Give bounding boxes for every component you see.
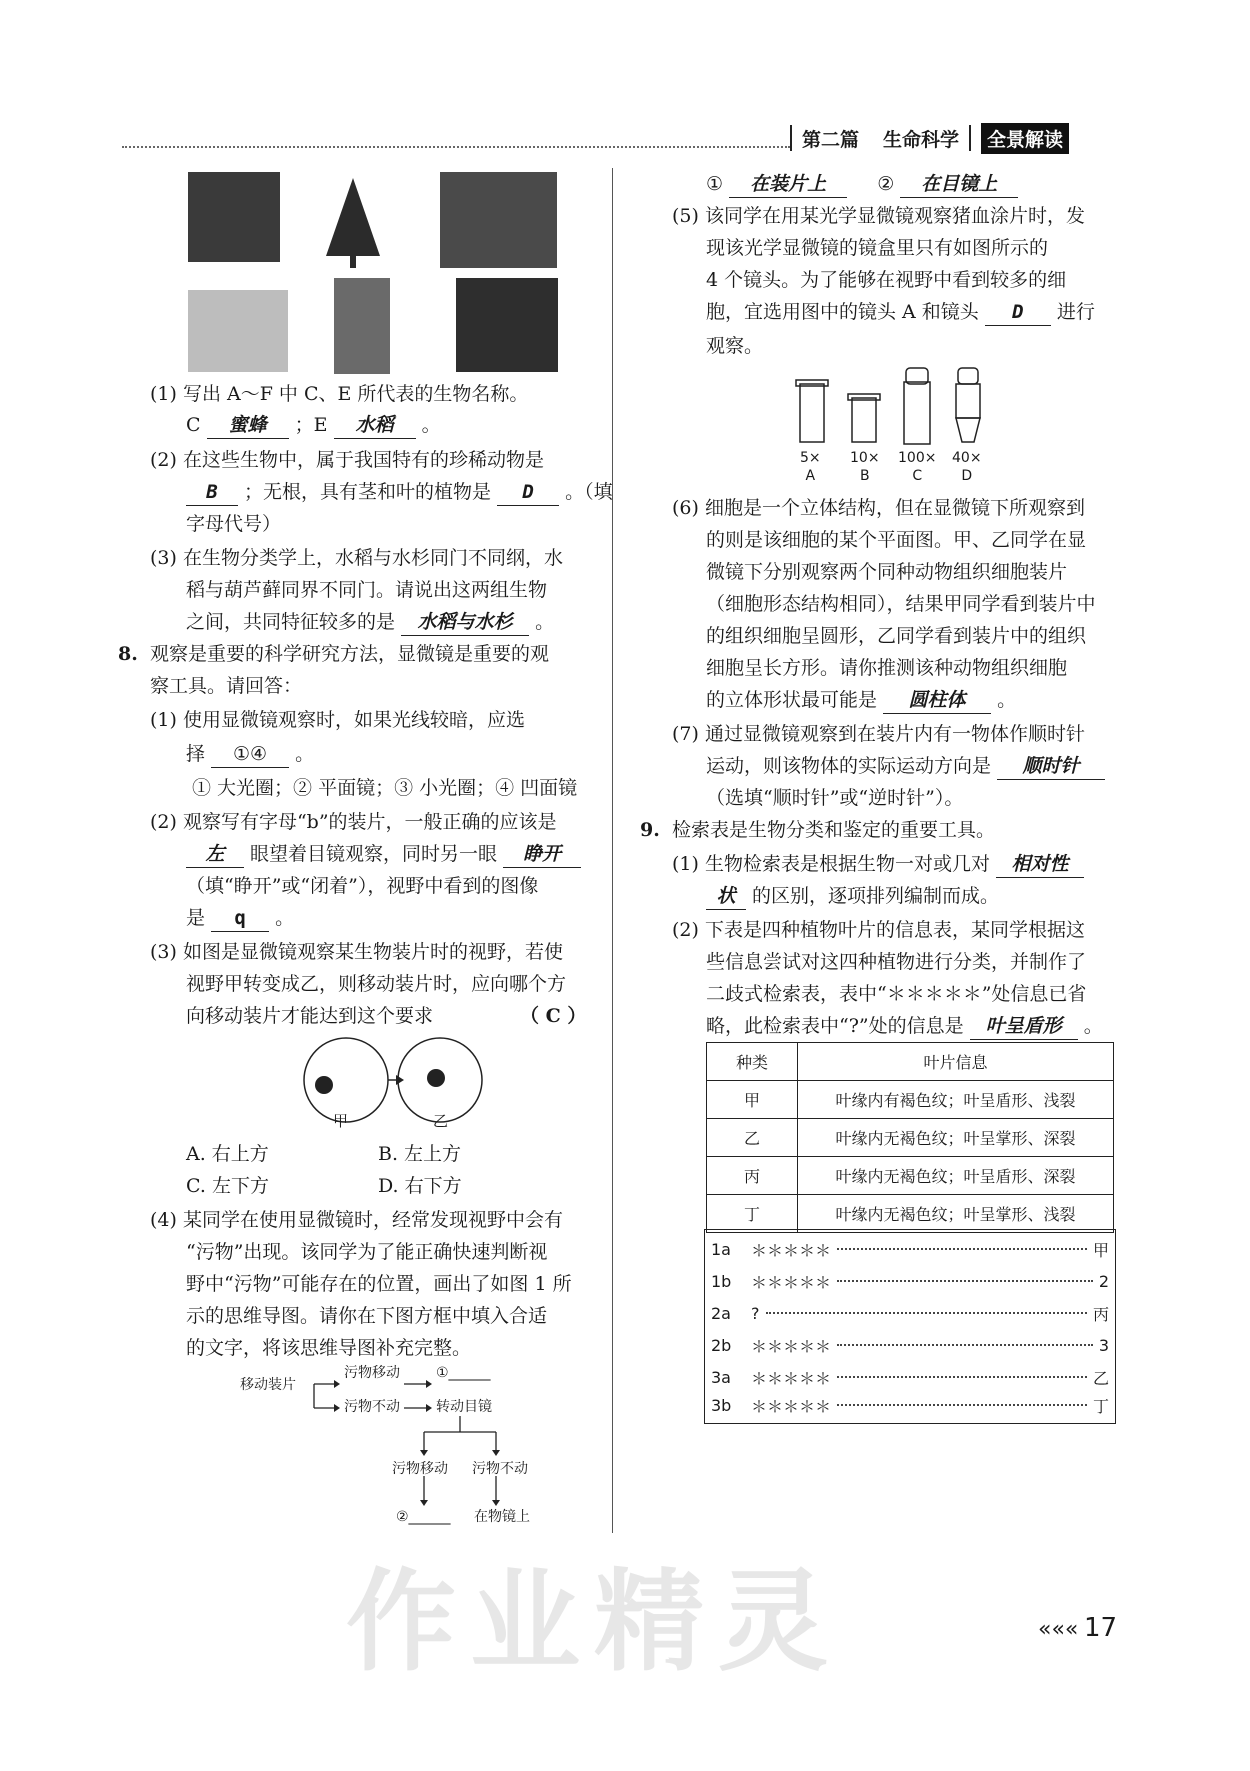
q8-part5-text: 胞，宜选用图中的镜头 A 和镜头	[706, 301, 979, 323]
q8-part4-line5: 的文字，将该思维导图补充完整。	[186, 1337, 472, 1359]
q7-answer-group: 水稻与水杉	[401, 610, 529, 636]
q9-part2-line4	[706, 1014, 1103, 1040]
q7-answer-e: 水稻	[334, 413, 416, 439]
key-leader	[837, 1344, 1093, 1346]
key-row	[711, 1330, 1109, 1360]
table-row	[707, 1157, 1114, 1195]
q7-part2-text: ；无根，具有茎和叶的植物是	[244, 481, 492, 503]
q8-part4-line2: “污物”出现。该同学为了能正确快速判断视	[186, 1241, 548, 1263]
lens-a-label: A	[805, 467, 816, 484]
q7-part2-line3: 字母代号）	[186, 513, 282, 535]
mind-root: 移动装片	[240, 1377, 296, 1393]
q8-answer-image: q	[211, 906, 269, 932]
key-text: ＊＊＊＊＊	[751, 1368, 832, 1388]
table-header-leaf: 叶片信息	[798, 1043, 1114, 1081]
q7-part2-fill: 。（填	[565, 481, 613, 503]
q8-part5-line3: 4 个镜头。为了能够在视野中看到较多的细	[706, 269, 1067, 291]
q8-part1-prefix: 择	[186, 743, 206, 765]
key-text: ?	[751, 1303, 760, 1323]
q9-part2-line1: (2) 下表是四种植物叶片的信息表，某同学根据这	[672, 919, 1085, 941]
answer-marker-2: ②	[877, 173, 895, 195]
table-row	[707, 1195, 1114, 1233]
q8-answer-eye: 左	[186, 842, 244, 868]
q8-part2-text: 眼望着目镜观察，同时另一眼	[250, 843, 498, 865]
q8-answer-direction: （ C ）	[520, 1005, 587, 1027]
q8-part5-line1: (5) 该同学在用某光学显微镜观察猪血涂片时，发	[672, 205, 1085, 227]
q8-part7-line1: (7) 通过显微镜观察到在装片内有一物体作顺时针	[672, 723, 1085, 745]
q7-part3-text: 之间，共同特征较多的是	[186, 611, 396, 633]
q7-e-label: ；E	[294, 414, 328, 436]
q8-part1-period: 。	[295, 743, 315, 765]
q7-part3-line3	[186, 610, 554, 636]
key-row	[711, 1298, 1109, 1328]
fir-tree-image	[322, 176, 384, 272]
q8-answer-light: ①④	[211, 742, 289, 768]
key-text: ＊＊＊＊＊	[751, 1272, 832, 1292]
q8-stem-line2: 察工具。请回答：	[150, 675, 303, 697]
q9-answer-trait-a: 相对性	[996, 852, 1084, 878]
bee-icon-image	[188, 172, 280, 262]
rice-image	[440, 172, 557, 268]
q7-period: 。	[421, 414, 441, 436]
q7-part3-line2: 稻与葫芦藓同界不同门。请说出这两组生物	[186, 579, 548, 601]
key-result: 丙	[1092, 1304, 1109, 1324]
q8-answer-rotation: 顺时针	[997, 754, 1105, 780]
table-cell: 丙	[707, 1157, 798, 1195]
table-cell: 乙	[707, 1119, 798, 1157]
header-dotted-rule	[122, 146, 790, 148]
q7-part2-line2	[186, 480, 613, 506]
q8-part6-line6: 细胞呈长方形。请你推测该种动物组织细胞	[706, 657, 1068, 679]
q9-stem: 检索表是生物分类和鉴定的重要工具。	[672, 819, 996, 841]
q8-option-d: D. 右下方	[378, 1175, 462, 1197]
lens-b-mag: 10×	[850, 450, 880, 466]
q8-part4-line1: (4) 某同学在使用显微镜时，经常发现视野中会有	[150, 1209, 563, 1231]
key-code: 3b	[711, 1395, 732, 1415]
fig-label-jia: 甲	[333, 1112, 349, 1130]
microscope-view-figure	[298, 1030, 488, 1138]
amoeba-image	[188, 290, 288, 372]
header-tag: 全景解读	[981, 123, 1069, 154]
q8-part5-line5: 观察。	[706, 335, 764, 357]
mind-still: 污物不动	[344, 1399, 400, 1415]
table-cell: 叶缘内无褐色纹；叶呈掌形、深裂	[798, 1119, 1114, 1157]
key-result: 丁	[1092, 1396, 1109, 1416]
table-cell: 甲	[707, 1081, 798, 1119]
key-code: 3a	[711, 1367, 731, 1387]
mind-move: 污物移动	[344, 1365, 400, 1381]
q7-c-label: C	[186, 414, 201, 436]
key-row	[711, 1362, 1109, 1392]
q9-part2-line2: 些信息尝试对这四种植物进行分类，并制作了	[706, 951, 1087, 973]
q9-part2-period: 。	[1083, 1015, 1103, 1037]
key-row	[711, 1266, 1109, 1296]
table-cell: 叶缘内无褐色纹；叶呈掌形、浅裂	[798, 1195, 1114, 1233]
q8-option-b: B. 左上方	[378, 1143, 462, 1165]
q8-part3-line2: 视野甲转变成乙，则移动装片时，应向哪个方	[186, 973, 567, 995]
q8-part2-line4	[186, 906, 294, 932]
key-leader	[837, 1248, 1087, 1250]
q8-part2-line1: (2) 观察写有字母“b”的装片，一般正确的应该是	[150, 811, 557, 833]
q7-part1: (1) 写出 A～F 中 C、E 所代表的生物名称。	[150, 383, 529, 405]
lens-a	[800, 450, 821, 485]
header-divider	[790, 125, 792, 151]
key-code: 1a	[711, 1239, 731, 1259]
answer-marker-1: ①	[706, 173, 724, 195]
q8-part7-text: 运动，则该物体的实际运动方向是	[706, 755, 992, 777]
fig-label-yi: 乙	[433, 1112, 449, 1130]
key-leader	[837, 1404, 1087, 1406]
q8-part5-tail: 进行	[1056, 301, 1095, 323]
q8-part1-line1: (1) 使用显微镜观察时，如果光线较暗，应选	[150, 709, 525, 731]
q8-part6-line1: (6) 细胞是一个立体结构，但在显微镜下所观察到	[672, 497, 1085, 519]
q8-part5-line4	[706, 300, 1095, 326]
q8-part6-line2: 的则是该细胞的某个平面图。甲、乙同学在显	[706, 529, 1087, 551]
q9-part1-text: (1) 生物检索表是根据生物一对或几对	[672, 853, 990, 875]
dichotomous-key	[704, 1229, 1116, 1424]
mind-blank-1: ①______	[436, 1365, 491, 1381]
mind-move-2: 污物移动	[392, 1461, 448, 1477]
table-cell: 丁	[707, 1195, 798, 1233]
q8-part2-line3: （填“睁开”或“闭着”），视野中看到的图像	[186, 875, 539, 897]
lens-figure	[790, 362, 990, 448]
column-divider	[612, 168, 613, 1533]
q8-part6-line7	[706, 688, 1016, 714]
q8-part6-period: 。	[997, 689, 1017, 711]
page-nav-arrows: «««	[1038, 1617, 1079, 1642]
q9-part1-line2	[706, 884, 999, 910]
q8-part1-line2	[186, 742, 314, 768]
q8-part1-options: ① 大光圈；② 平面镜；③ 小光圈；④ 凹面镜	[192, 777, 578, 799]
q9-part1-line1	[672, 852, 1084, 878]
q7-part2-line1: (2) 在这些生物中，属于我国特有的珍稀动物是	[150, 449, 544, 471]
q7-answer-rare: B	[186, 480, 238, 506]
lens-b-label: B	[859, 467, 870, 484]
key-row	[711, 1234, 1109, 1264]
q8-part2-prefix: 是	[186, 907, 206, 929]
key-code: 2a	[711, 1303, 731, 1323]
table-header-row	[707, 1043, 1114, 1081]
q8-part4-line4: 示的思维导图。请你在下图方框中填入合适	[186, 1305, 548, 1327]
q7-answer-plant: D	[497, 480, 559, 506]
lens-d-mag: 40×	[952, 450, 982, 466]
key-result: 2	[1098, 1271, 1109, 1291]
q9-answer-key: 叶呈盾形	[970, 1014, 1078, 1040]
q8-part4-answers	[706, 172, 1018, 198]
key-result: 乙	[1092, 1368, 1109, 1388]
q9-part1-tail: 的区别，逐项排列编制而成。	[752, 885, 1000, 907]
q9-answer-trait-b: 状	[706, 884, 746, 910]
q8-part3-line1: (3) 如图是显微镜观察某生物装片时的视野，若使	[150, 941, 563, 963]
key-leader	[837, 1280, 1093, 1282]
lens-c	[898, 450, 936, 485]
page-number: 17	[1084, 1613, 1118, 1643]
q9-part2-text: 略，此检索表中“?”处的信息是	[706, 1015, 964, 1037]
key-result: 甲	[1092, 1240, 1109, 1260]
table-row	[707, 1081, 1114, 1119]
q8-answer-lens: D	[985, 300, 1051, 326]
key-text: ＊＊＊＊＊	[751, 1240, 832, 1260]
key-text: ＊＊＊＊＊	[751, 1396, 832, 1416]
q8-option-c: C. 左下方	[186, 1175, 269, 1197]
lens-c-mag: 100×	[898, 450, 937, 466]
lens-d-label: D	[961, 467, 973, 484]
q9-part2-line3: 二歧式检索表，表中“＊＊＊＊＊”处信息已省	[706, 983, 1087, 1005]
lens-d	[952, 450, 982, 485]
page-header	[790, 120, 1069, 156]
table-cell: 叶缘内有褐色纹；叶呈盾形、浅裂	[798, 1081, 1114, 1119]
q7-part3-period: 。	[535, 611, 555, 633]
q8-part6-line4: （细胞形态结构相同），结果甲同学看到装片中	[706, 593, 1096, 615]
mind-objective: 在物镜上	[474, 1509, 530, 1525]
key-text: ＊＊＊＊＊	[751, 1336, 832, 1356]
header-section: 第二篇	[802, 128, 860, 151]
table-header-species: 种类	[707, 1043, 798, 1081]
header-subject: 生命科学	[883, 128, 960, 151]
q8-part6-line5: 的组织细胞呈圆形，乙同学看到装片中的组织	[706, 625, 1087, 647]
key-result: 3	[1098, 1335, 1109, 1355]
watermark: 作业精灵	[346, 1558, 842, 1686]
key-code: 2b	[711, 1335, 732, 1355]
q8-part2-line2	[186, 842, 581, 868]
q8-answer-open: 睁开	[503, 842, 581, 868]
lens-c-label: C	[912, 467, 923, 484]
answer-on-slide: 在装片上	[729, 172, 847, 198]
q8-part4-line3: 野中“污物”可能存在的位置，画出了如图 1 所	[186, 1273, 572, 1295]
answer-on-eyepiece: 在目镜上	[900, 172, 1018, 198]
leaf-info-table	[706, 1042, 1114, 1233]
mind-turn-eyepiece: 转动目镜	[436, 1399, 492, 1415]
q7-part3-line1: (3) 在生物分类学上，水稻与水杉同门不同纲，水	[150, 547, 563, 569]
lens-b	[850, 450, 880, 485]
q8-part7-line2	[706, 754, 1105, 780]
q8-number: 8.	[118, 643, 138, 665]
q8-answer-shape: 圆柱体	[883, 688, 991, 714]
key-row	[711, 1390, 1109, 1420]
q7-answer-c: 蜜蜂	[207, 413, 289, 439]
key-leader	[766, 1312, 1087, 1314]
q8-part6-text: 的立体形状最可能是	[706, 689, 878, 711]
key-leader	[837, 1376, 1087, 1378]
q7-part1-answers	[186, 413, 441, 439]
q9-number: 9.	[640, 819, 660, 841]
mind-blank-2: ②______	[396, 1509, 451, 1525]
q8-part2-period: 。	[275, 907, 295, 929]
header-divider	[969, 125, 971, 151]
mind-still-2: 污物不动	[472, 1461, 528, 1477]
bee-on-flower-image	[456, 278, 558, 372]
q8-stem-line1: 观察是重要的科学研究方法，显微镜是重要的观	[150, 643, 550, 665]
lens-a-mag: 5×	[800, 450, 821, 466]
table-cell: 叶缘内无褐色纹；叶呈盾形、深裂	[798, 1157, 1114, 1195]
table-row	[707, 1119, 1114, 1157]
key-code: 1b	[711, 1271, 732, 1291]
antelope-image	[334, 278, 390, 374]
q8-part7-line3: （选填“顺时针”或“逆时针”）。	[706, 787, 964, 809]
q8-part5-line2: 现该光学显微镜的镜盒里只有如图所示的	[706, 237, 1049, 259]
q8-option-a: A. 右上方	[186, 1143, 269, 1165]
q8-part6-line3: 微镜下分别观察两个同种动物组织细胞装片	[706, 561, 1068, 583]
q8-part3-line3: 向移动装片才能达到这个要求	[186, 1005, 434, 1027]
